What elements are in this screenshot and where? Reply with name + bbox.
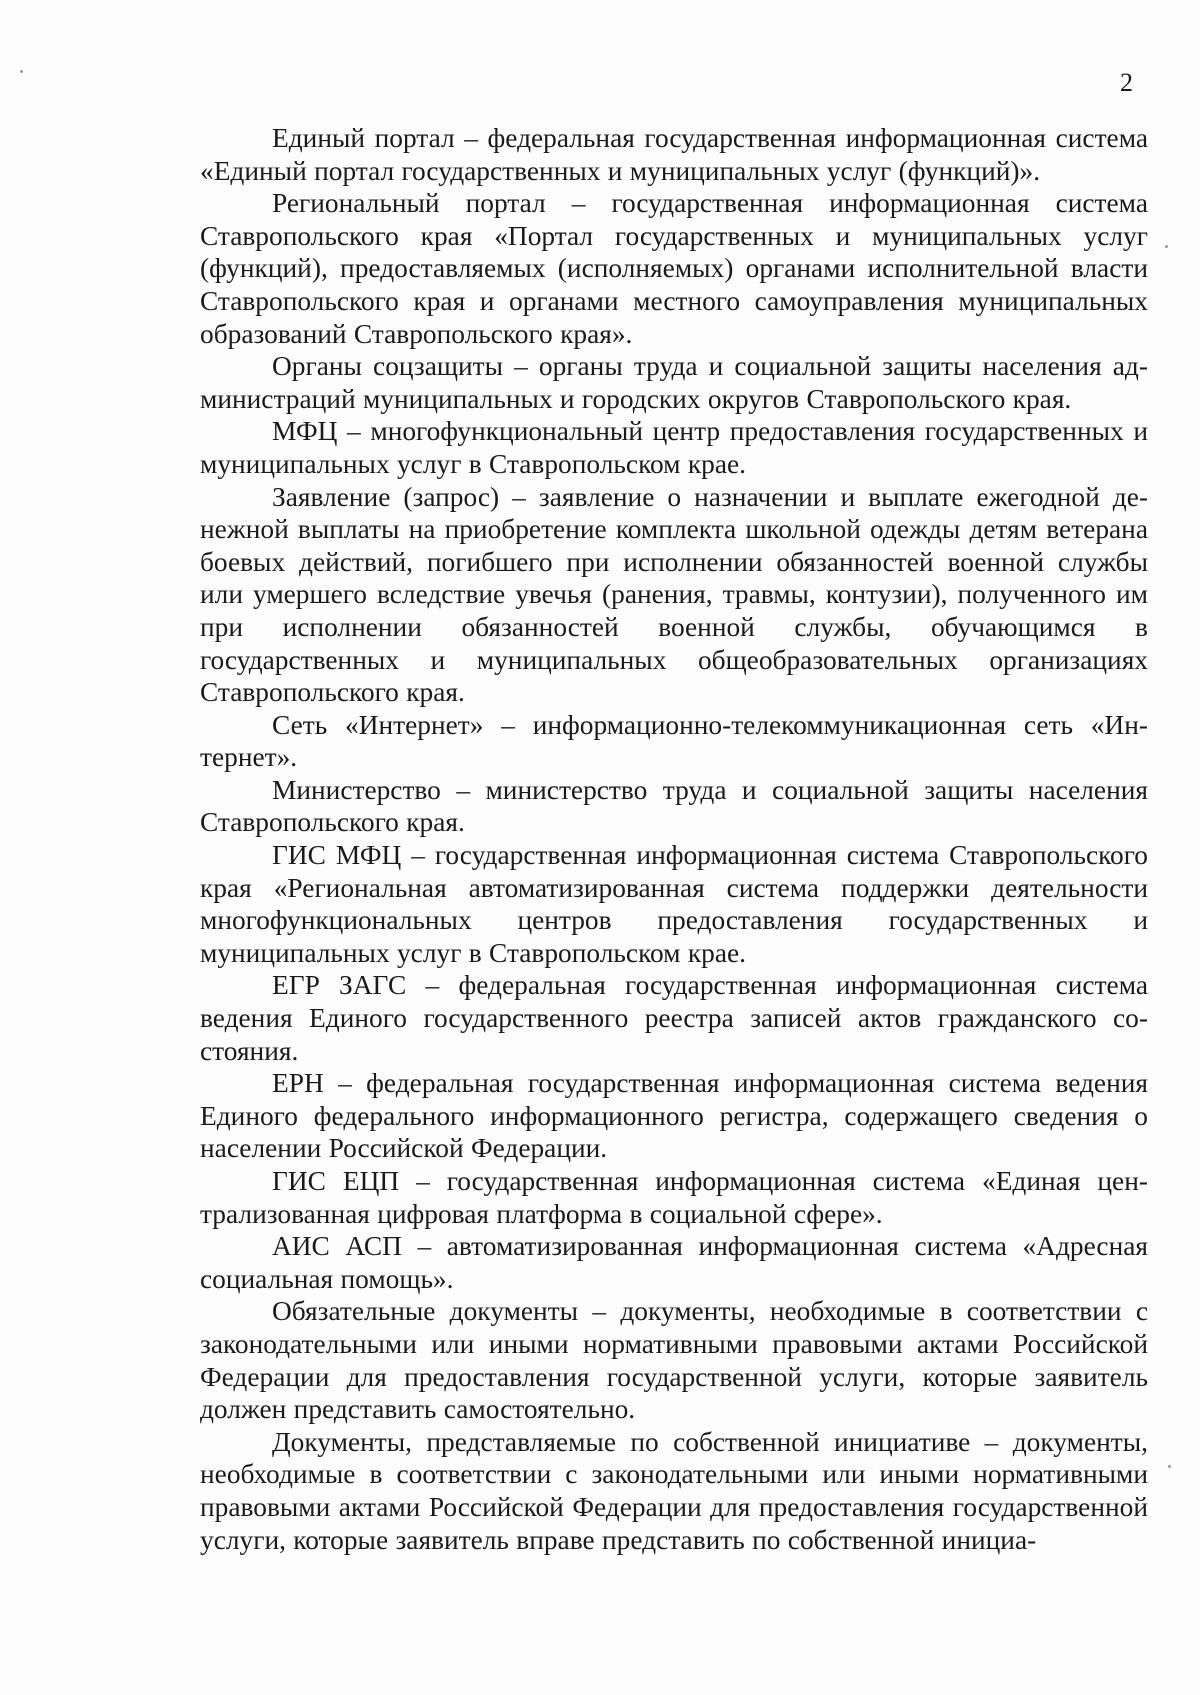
paragraph-organy-sotszashchity: Органы соцзащиты – органы труда и социальной защиты населения администраций муниципальных и городских округов Ставропольского края. — [200, 351, 1148, 414]
paragraph-regionalnyi-portal: Региональный портал – государственная информационная система Ставропольского края «Портал государственных и муниципальных услуг (функций), предоставляемых (исполняемых) органами исполнительной власти Ставропольского края и органами местного самоуправления муниципальных образований Ставропольского края». — [200, 188, 1148, 349]
page-number: 2 — [1120, 68, 1133, 97]
paragraph-ais-asp: АИС АСП – автоматизированная информационная система «Адресная социальная помощь». — [200, 1231, 1148, 1294]
scan-dust-mark — [1165, 245, 1168, 248]
paragraph-egr-zags: ЕГР ЗАГС – федеральная государственная информационная система ведения Единого государственного реестра записей актов гражданского состояния. — [200, 970, 1148, 1066]
scan-dust-mark — [20, 70, 23, 73]
paragraph-obyazatelnye-dokumenty: Обязательные документы – документы, необходимые в соответствии с законодательными или иными нормативными правовыми актами Российской Федерации для предоставления государственной услуги, которые заявитель должен представить самостоятельно. — [200, 1296, 1148, 1425]
paragraph-gis-mfc: ГИС МФЦ – государственная информационная система Ставропольского края «Региональная автоматизированная система поддержки деятельности многофункциональных центров предоставления государственных и муниципальных услуг в Ставропольском крае. — [200, 840, 1148, 968]
paragraph-ern: ЕРН – федеральная государственная информационная система ведения Единого федерального информационного регистра, содержащего сведения о населении Российской Федерации. — [200, 1068, 1148, 1164]
scan-dust-mark — [1168, 1465, 1171, 1468]
paragraph-gis-ecp: ГИС ЕЦП – государственная информационная система «Единая централизованная цифровая платформа в социальной сфере». — [200, 1166, 1148, 1229]
paragraph-edinyi-portal: Единый портал – федеральная государственная информационная система «Единый портал государственных и муниципальных услуг (функций)». — [200, 123, 1148, 186]
paragraph-ministerstvo: Министерство – министерство труда и социальной защиты населения Ставропольского края. — [200, 774, 1148, 838]
paragraph-set-internet: Сеть «Интернет» – информационно-телекоммуникационная сеть «Интернет». — [200, 709, 1148, 773]
paragraph-mfc: МФЦ – многофункциональный центр предоставления государственных и муниципальных услуг в Ставропольском крае. — [200, 416, 1148, 479]
document-body — [200, 122, 1148, 1556]
paragraph-zayavlenie: Заявление (запрос) – заявление о назначении и выплате ежегодной денежной выплаты на приобретение комплекта школьной одежды детям ветерана боевых действий, погибшего при исполнении обязанностей военной службы или умершего вследствие увечья (ранения, травмы, контузии), полученного им при исполнении обязанностей военной службы, обучающимся в государственных и муниципальных общеобразовательных организациях Ставропольского края. — [200, 481, 1148, 708]
paragraph-dokumenty-po-iniciative: Документы, представляемые по собственной инициативе – документы, необходимые в соответствии с законодательными или иными нормативными правовыми актами Российской Федерации для предоставления государственной услуги, которые заявитель вправе представить по собственной инициа- — [200, 1426, 1148, 1555]
